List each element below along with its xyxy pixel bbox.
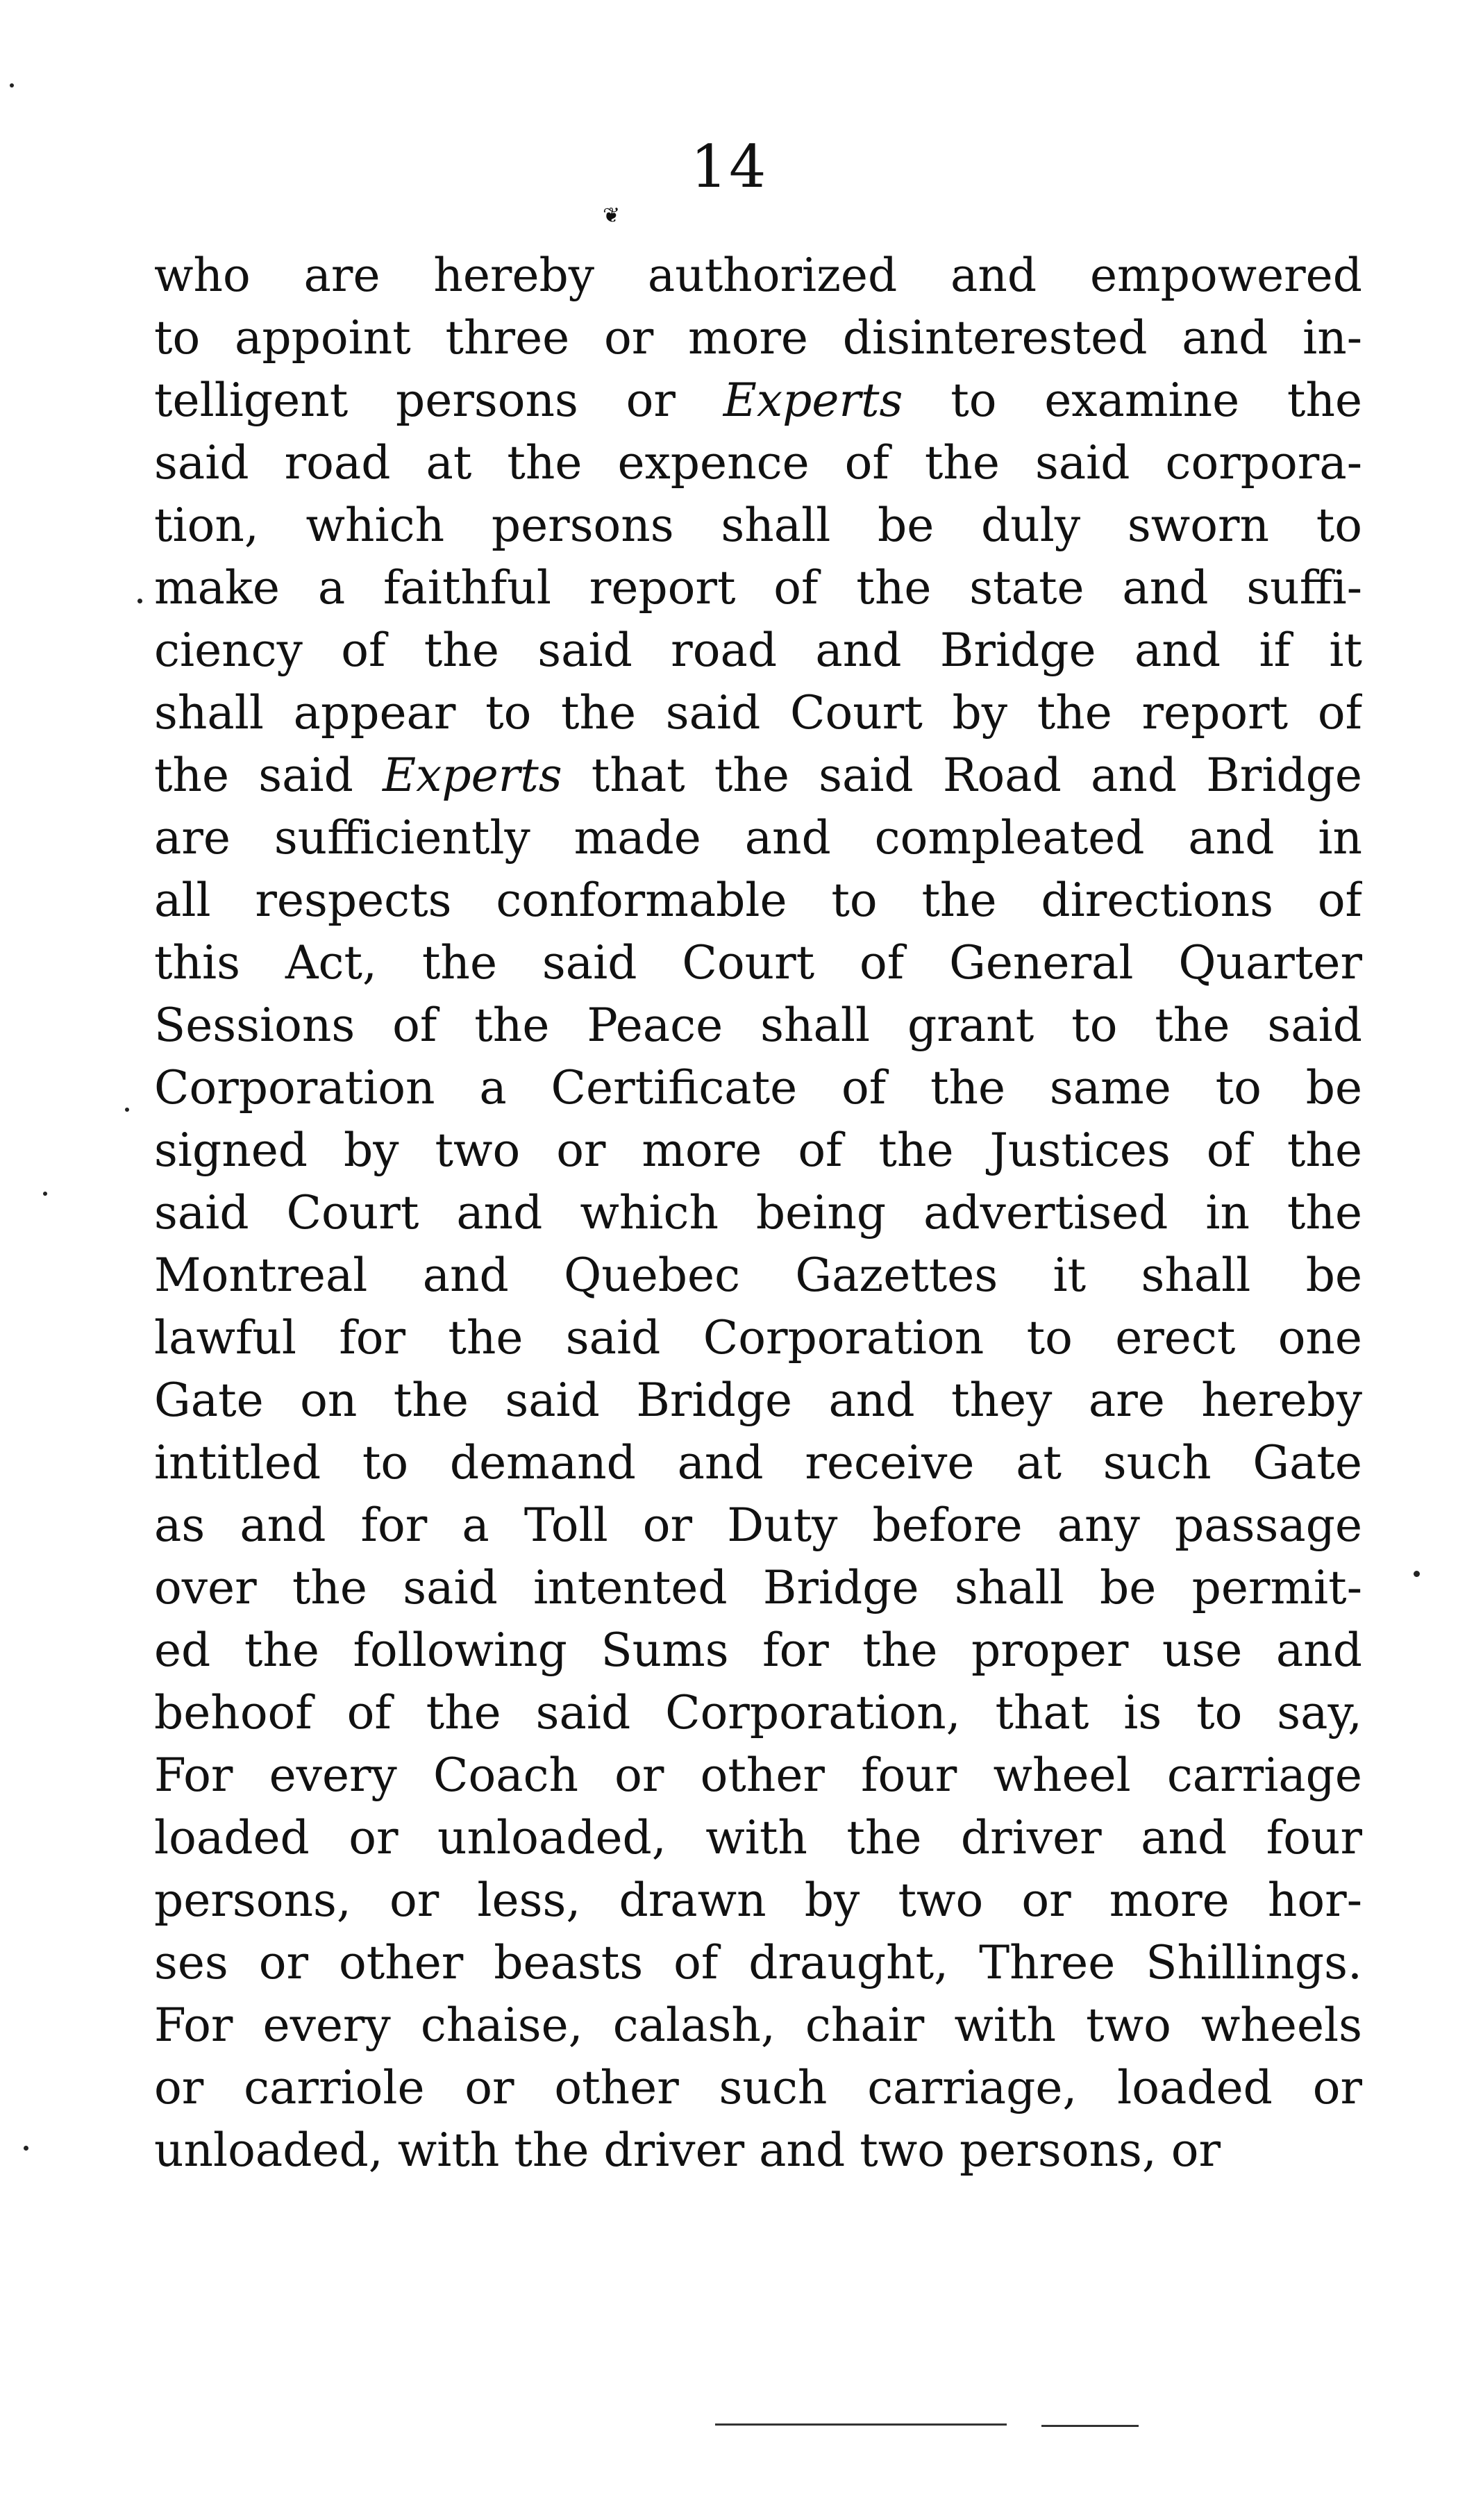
text-line: as and for a Toll or Duty before any passage [154, 1499, 1362, 1552]
text-line: who are hereby authorized and empowered [154, 249, 1362, 302]
body-text [154, 244, 1362, 2182]
text-line: over the said intented Bridge shall be permit- [154, 1561, 1362, 1614]
margin-speck [125, 1108, 129, 1112]
text-line: Corporation a Certificate of the same to be [154, 1061, 1362, 1115]
text-line: shall appear to the said Court by the report of [154, 686, 1362, 740]
text-line: Gate on the said Bridge and they are hereby [154, 1374, 1362, 1427]
italic-term: Experts [723, 374, 903, 427]
text-line: to appoint three or more disinterested and in- [154, 311, 1362, 365]
margin-speck [1414, 1571, 1420, 1577]
text-line: signed by two or more of the Justices of the [154, 1124, 1362, 1177]
text-line: unloaded, with the driver and two persons, or [154, 2123, 1221, 2177]
text-line: are sufficiently made and compleated and in [154, 811, 1362, 865]
text-line: said Court and which being advertised in the [154, 1186, 1362, 1240]
text-line: Montreal and Quebec Gazettes it shall be [154, 1249, 1362, 1302]
italic-term: Experts [382, 749, 562, 802]
text-line: ses or other beasts of draught, Three Shillings. [154, 1936, 1362, 1989]
margin-speck [10, 83, 14, 87]
page-number: 14 [690, 133, 768, 201]
text-line: tion, which persons shall be duly sworn to [154, 499, 1362, 552]
text-line: all respects conformable to the directions of [154, 874, 1362, 927]
bottom-rule [715, 2423, 1007, 2426]
text-line: For every Coach or other four wheel carriage [154, 1749, 1362, 1802]
text-line: said road at the expence of the said corpora- [154, 436, 1362, 490]
margin-speck [24, 2146, 28, 2151]
margin-speck [137, 599, 142, 603]
text-line: persons, or less, drawn by two or more hor- [154, 1874, 1362, 1927]
text-line: this Act, the said Court of General Quarter [154, 936, 1362, 990]
printer-ornament-icon: ❦ [603, 203, 621, 228]
text-line: For every chaise, calash, chair with two wheels [154, 1999, 1362, 2052]
text-line: Sessions of the Peace shall grant to the said [154, 999, 1362, 1052]
text-line: ed the following Sums for the proper use and [154, 1624, 1362, 1677]
text-line: the said Experts that the said Road and Bridge [154, 749, 1362, 802]
margin-speck [43, 1192, 47, 1196]
text-line: telligent persons or Experts to examine the [154, 374, 1362, 427]
text-line: intitled to demand and receive at such Gate [154, 1436, 1362, 1490]
bottom-rule [1041, 2425, 1139, 2427]
text-line: or carriole or other such carriage, loaded or [154, 2061, 1362, 2114]
text-line: make a faithful report of the state and suffi- [154, 561, 1362, 615]
text-line: loaded or unloaded, with the driver and four [154, 1811, 1362, 1864]
text-line: behoof of the said Corporation, that is to say, [154, 1686, 1362, 1739]
text-line: ciency of the said road and Bridge and if it [154, 624, 1362, 677]
text-line: lawful for the said Corporation to erect one [154, 1311, 1362, 1365]
